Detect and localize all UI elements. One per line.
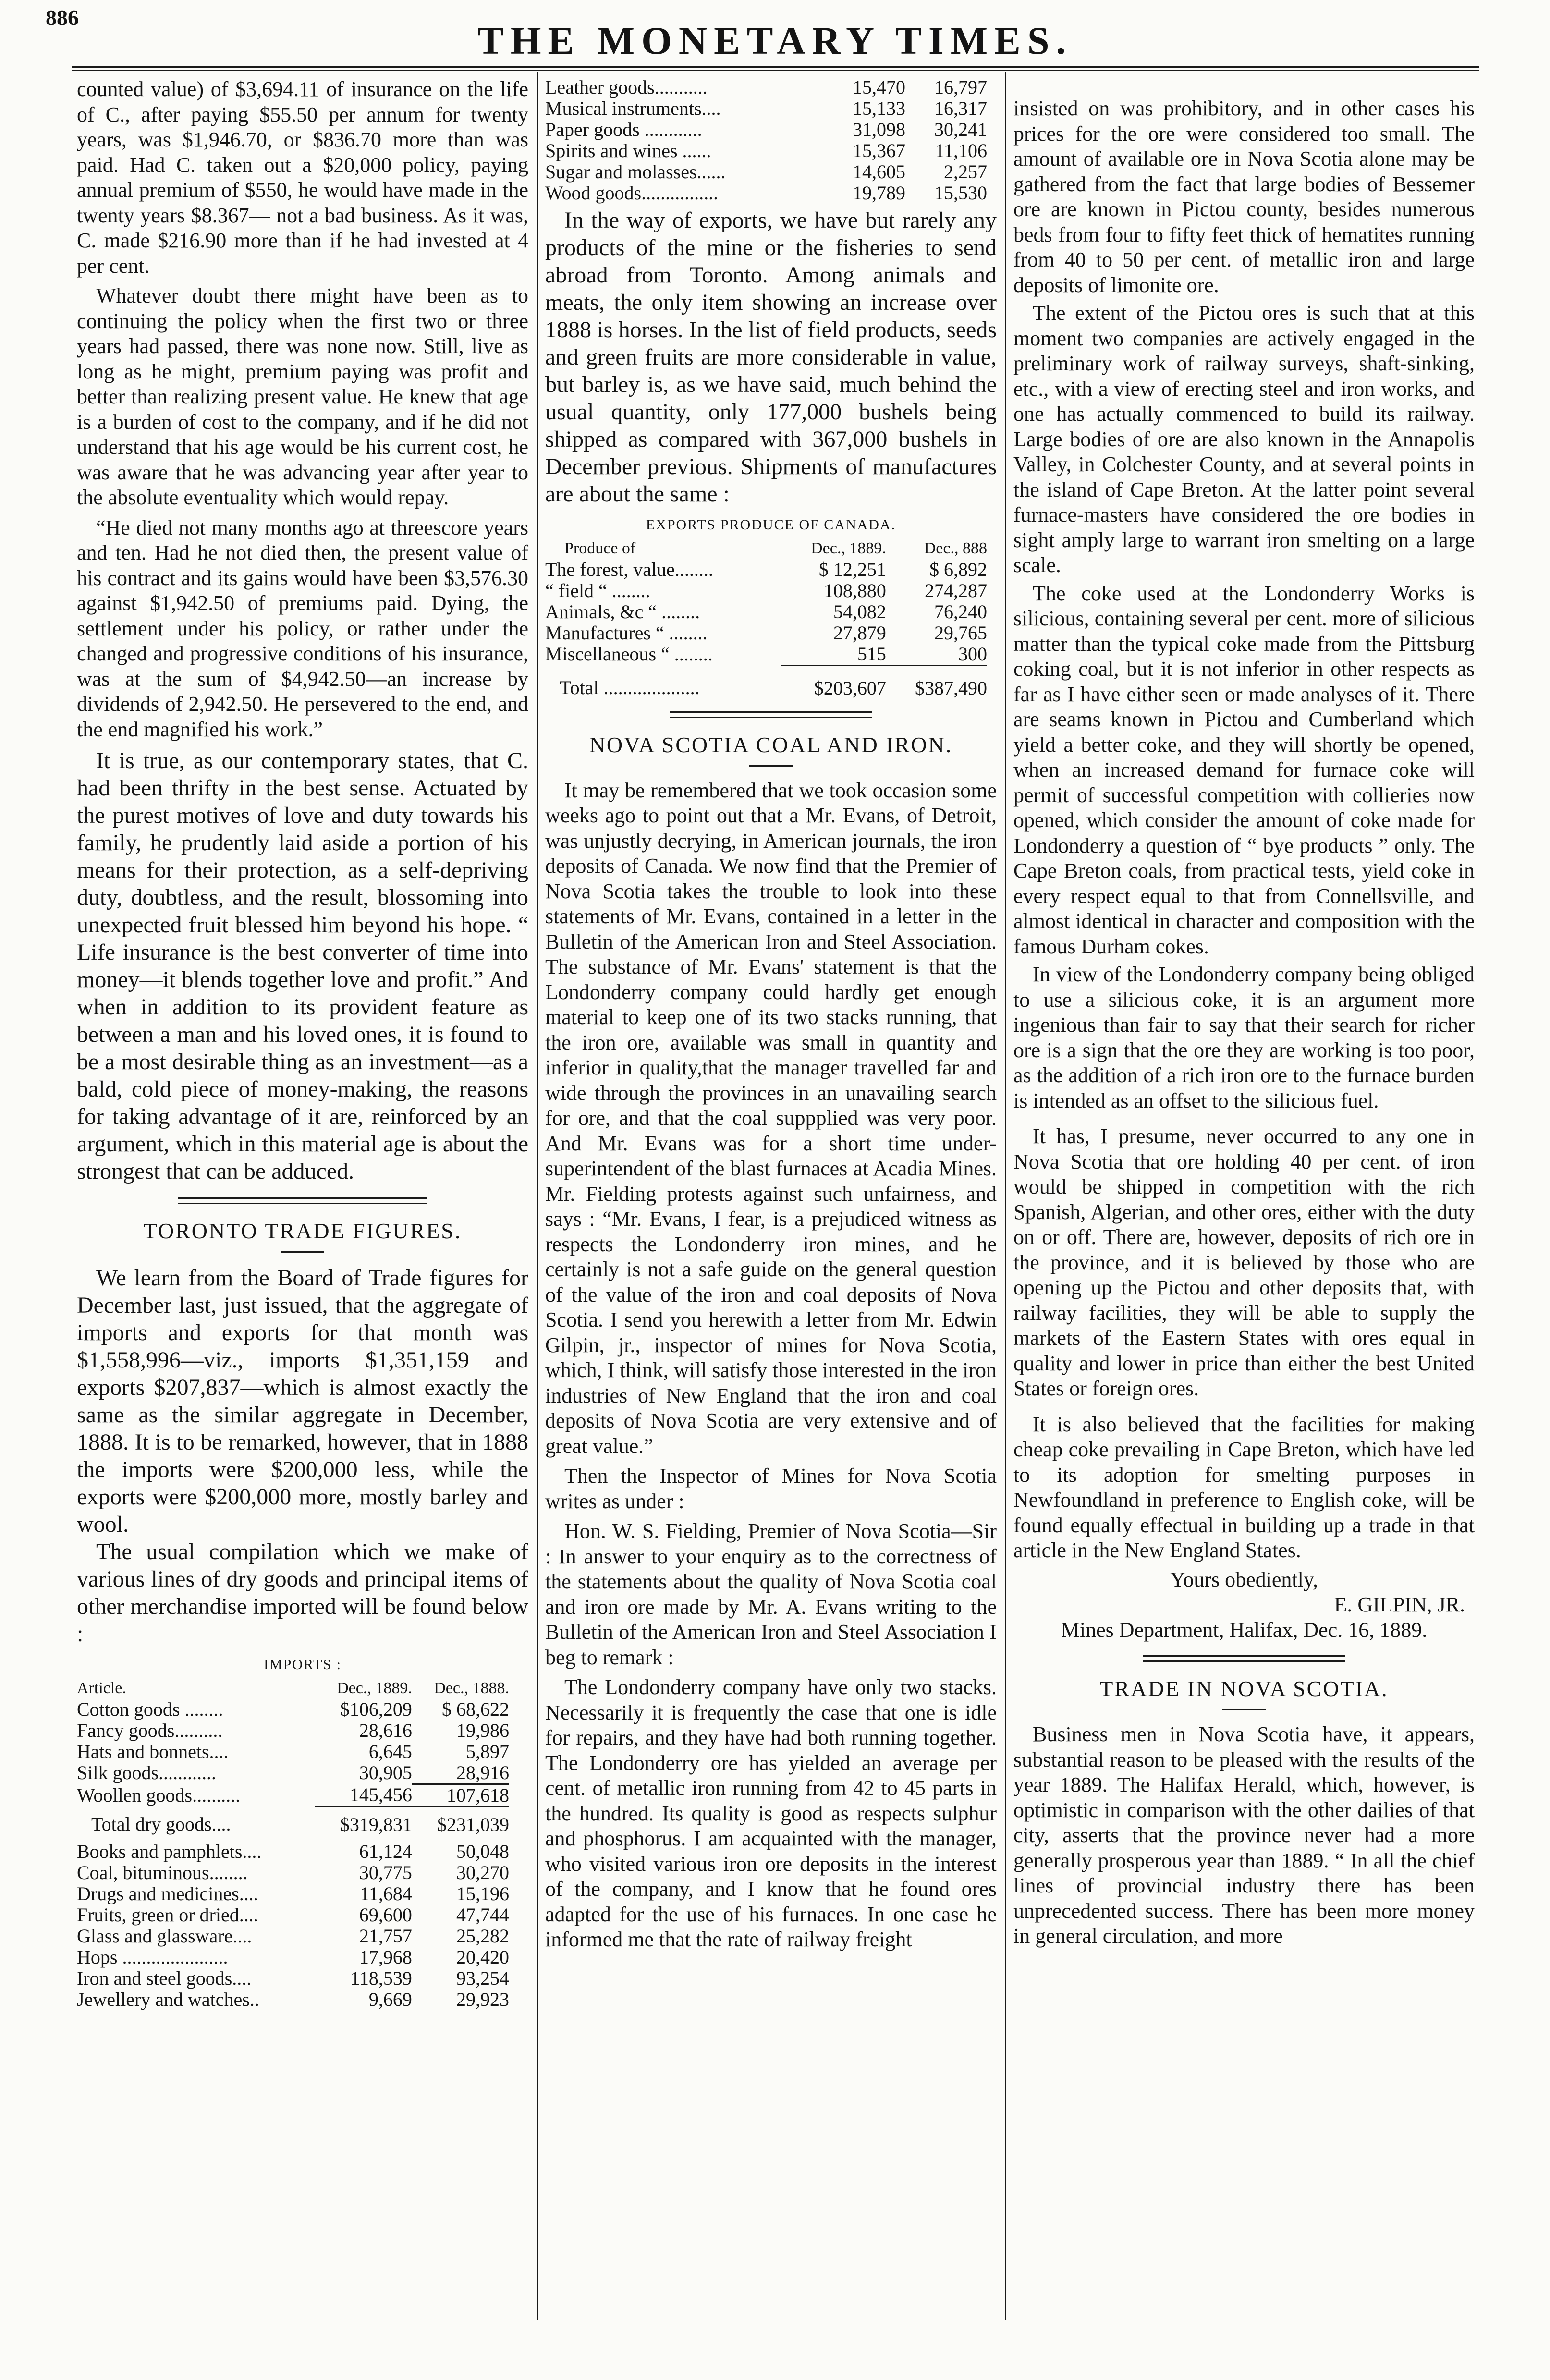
page-header <box>0 0 1550 82</box>
cell-value: 14,605 <box>853 161 906 183</box>
cell-item: Woollen goods.......... <box>77 1784 241 1806</box>
cell-value: 11,684 <box>360 1882 412 1904</box>
cell-value: 25,282 <box>456 1925 509 1947</box>
letter-dateline: Mines Department, Halifax, Dec. 16, 1889. <box>1061 1618 1428 1642</box>
cell-value: 30,241 <box>934 119 987 140</box>
paragraph: It is also believed that the facilities for making cheap coke prevailing in Cape Breton, which have led to its adoption for smelting purposes in Newfoundland in preference to English coke, will be found equally effectual in building up a trade in that article in the New England States. <box>1013 1412 1475 1562</box>
table-row <box>545 559 987 580</box>
cell-item: Leather goods........... <box>545 76 708 98</box>
table-row <box>77 1968 509 1989</box>
cell-value: 69,600 <box>359 1904 412 1926</box>
exports-table <box>545 538 987 699</box>
header-rule-thin <box>72 70 1479 71</box>
cell-item: “ field “ ........ <box>545 579 650 601</box>
cell-value: 30,775 <box>359 1861 412 1883</box>
column-header: Dec., 888 <box>924 539 987 557</box>
table-row <box>545 644 987 666</box>
table-row <box>77 1784 509 1806</box>
cell-value: 5,897 <box>466 1740 509 1762</box>
paragraph: We learn from the Board of Trade figures for December last, just issued, that the aggregate of imports and exports for that month was $1,558,996—viz., imports $1,351,159 and exports $207,837—which is almost exactly the same as the similar aggregate in December, 1888. It is to be remarked, however, that in 1888 the imports were $200,000 less, while the exports were $200,000 more, mostly barley and wool. <box>77 1265 528 1537</box>
cell-value: 108,880 <box>823 579 886 601</box>
cell-item: Glass and glassware.... <box>77 1925 252 1947</box>
cell-item: Drugs and medicines.... <box>77 1882 258 1904</box>
cell-value: 61,124 <box>359 1840 412 1862</box>
cell-value: 9,669 <box>368 1988 412 2010</box>
cell-item: Hops ...................... <box>77 1946 228 1968</box>
cell-item: Books and pamphlets.... <box>77 1840 262 1862</box>
masthead: THE MONETARY TIMES. <box>477 19 1073 62</box>
section-divider <box>1143 1655 1345 1662</box>
cell-item: Hats and bonnets.... <box>77 1740 229 1762</box>
column-divider <box>1005 72 1006 2320</box>
cell-item: Wood goods................ <box>545 182 719 204</box>
paragraph: In the way of exports, we have but rarely any products of the mine or the fisheries to send abroad from Toronto. Among animals and meats, the only item showing an increase over 1888 is horses. In the list of field products, seeds and green fruits are more considerable in value, but barley is, as we have said, much behind the usual quantity, only 177,000 bushels being shipped as compared with 367,000 bushels in December previous. Shipments of manufactures are about the same : <box>545 207 997 507</box>
cell-value: 16,797 <box>934 76 987 98</box>
paragraph: Hon. W. S. Fielding, Premier of Nova Scotia—Sir : In answer to your enquiry as to the correctness of the statements about the quality of Nova Scotia coal and iron ore made by Mr. A. Evans writing to the Bulletin of the American Iron and Steel Association I beg to remark : <box>545 1519 997 1669</box>
cell-value: 11,106 <box>935 140 987 161</box>
imports-table <box>77 1678 509 2010</box>
table-row <box>77 1926 509 1947</box>
cell-value: 93,254 <box>456 1967 509 1989</box>
cell-value: 15,470 <box>853 76 906 98</box>
column-header: Dec., 1889. <box>811 539 886 557</box>
cell-value: $106,209 <box>340 1698 412 1720</box>
article-title: NOVA SCOTIA COAL AND IRON. <box>589 732 953 757</box>
paragraph: In view of the Londonderry company being obliged to use a silicious coke, it is an argument more ingenious than fair to say that their search for richer ore is a sign that the ore they are working is too poor, as the addition of a rich iron ore to the furnace burden is intended as an offset to the silicious fuel. <box>1013 963 1475 1112</box>
title-rule <box>1222 1709 1266 1710</box>
column-header: Dec., 1888. <box>434 1679 509 1697</box>
cell-value: 27,879 <box>833 622 886 644</box>
table-row <box>77 1720 509 1741</box>
cell-value: 274,287 <box>925 579 987 601</box>
cell-value: 19,986 <box>456 1719 509 1741</box>
cell-item: Animals, &c “ ........ <box>545 600 700 622</box>
table-row <box>77 1762 509 1784</box>
cell-value: 76,240 <box>934 600 987 622</box>
table-row <box>77 1862 509 1883</box>
cell-item: Manufactures “ ........ <box>545 622 708 644</box>
imports-table-continued <box>545 77 987 204</box>
table-row <box>545 140 987 161</box>
cell-item: Jewellery and watches.. <box>77 1988 259 2010</box>
table-row <box>77 1699 509 1720</box>
cell-item: Spirits and wines ...... <box>545 140 711 161</box>
cell-value: $ 68,622 <box>442 1698 509 1720</box>
letter-closing: Yours obediently, <box>1170 1567 1318 1591</box>
letter-signer: E. GILPIN, JR. <box>1334 1593 1465 1616</box>
paragraph: It is true, as our contemporary states, that C. had been thrifty in the best sense. Actuated by the purest motives of love and duty towards his family, he prudently laid aside a portion of his means for their protection, as a self-depriving duty, doubtless, and the result, blossoming into unexpected fruit blessed him beyond his hope. “ Life insurance is the best converter of time into money—it blends together love and profit.” And when in addition to its provident feature as between a man and his loved ones, it is found to be a most desirable thing as an investment—as a bald, cold piece of money-making, the reasons for taking advantage of it are, reinforced by an argument, which in this material age is about the strongest that can be adduced. <box>77 748 528 1184</box>
column-middle <box>545 77 997 1953</box>
cell-value: $ 12,251 <box>818 558 886 580</box>
cell-value: 15,367 <box>853 140 906 161</box>
table-row <box>545 161 987 183</box>
cell-value: 54,082 <box>833 600 886 622</box>
cell-value: 30,270 <box>456 1861 509 1883</box>
cell-value: $319,831 <box>315 1806 412 1835</box>
cell-value: 6,645 <box>368 1740 412 1762</box>
paragraph: Whatever doubt there might have been as to continuing the policy when the first two or three years had passed, there was none now. Still, live as long as he might, premium paying was profit and better than realizing present value. He knew that age is a burden of cost to the company, and if he did not understand that his age would be his current cost, he was aware that he was advancing year after year to the absolute eventuality which would repay. <box>77 284 528 509</box>
cell-value: $231,039 <box>412 1806 509 1835</box>
table-row <box>77 1883 509 1904</box>
table-row <box>545 622 987 644</box>
paragraph: Then the Inspector of Mines for Nova Scotia writes as under : <box>545 1464 997 1513</box>
title-rule <box>281 1251 324 1253</box>
paragraph: The usual compilation which we make of various lines of dry goods and principal items of other merchandise imported will be found below : <box>77 1539 528 1647</box>
cell-value: 28,916 <box>456 1761 509 1783</box>
table-row <box>545 98 987 119</box>
cell-item: Coal, bituminous........ <box>77 1861 248 1883</box>
table-header-row <box>545 538 987 559</box>
cell-value: 20,420 <box>456 1946 509 1968</box>
cell-item: Silk goods............ <box>77 1762 217 1784</box>
cell-item: Miscellaneous “ ........ <box>545 643 713 665</box>
cell-value: 515 <box>857 643 886 665</box>
paragraph: It has, I presume, never occurred to any one in Nova Scotia that ore holding 40 per cent. of iron would be shipped in competition with the rich Spanish, Algerian, and other ores, either with the duty on or off. There are, however, deposits of rich ore in the province, and it is believed by those who are opening up the Pictou and other deposits that, with railway facilities, they will be able to supply the markets of the Eastern States with ores equal in quality and lower in price than either the best United States or foreign ores. <box>1013 1124 1475 1400</box>
cell-value: $ 6,892 <box>929 558 987 580</box>
paragraph: counted value) of $3,694.11 of insurance on the life of C., after paying $55.50 per annum for twenty years, was $1,946.70, or $836.70 more than was paid. Had C. taken out a $20,000 policy, paying annual premium of $550, he would have made in the twenty years $8.367— not a bad business. As it was, C. made $216.90 more than if he had invested at 4 per cent. <box>77 77 528 278</box>
cell-item: Iron and steel goods.... <box>77 1967 252 1989</box>
article-title: TRADE IN NOVA SCOTIA. <box>1099 1676 1389 1701</box>
paragraph: It may be remembered that we took occasion some weeks ago to point out that a Mr. Evans, of Detroit, was unjustly decrying, in American journals, the iron deposits of Canada. We now find that the Premier of Nova Scotia takes the trouble to look into these statements of Mr. Evans, contained in a letter in the Bulletin of the American Iron and Steel Association. The substance of Mr. Evans' statement is that the Londonderry company could hardly get enough material to keep one of its two stacks running, that the iron ore, available was small in quantity and inferior in quality,that the manager travelled far and wide through the provinces in an unavailing search for ore, and that the coal suppplied was very poor. And Mr. Evans was for a short time under-superintendent of the blast furnaces at Acadia Mines. Mr. Fielding protests against such unfairness, and says : “Mr. Evans, I fear, is a prejudiced witness as respects the Londonderry iron mines, and he certainly is not a safe guide on the general question of the value of the iron and coal deposits of Nova Scotia. I send you herewith a letter from Mr. Edwin Gilpin, jr., inspector of mines for Nova Scotia, which, I think, will satisfy those interested in the iron industries of New England that the iron and coal deposits of Nova Scotia are very extensive and of great value.” <box>545 778 997 1458</box>
column-header: Dec., 1889. <box>337 1679 412 1697</box>
table-row <box>77 1904 509 1926</box>
cell-value: $387,490 <box>886 665 987 699</box>
cell-value: 47,744 <box>456 1904 509 1926</box>
section-divider <box>670 711 872 718</box>
cell-value: 21,757 <box>359 1925 412 1947</box>
cell-item: Total dry goods.... <box>91 1813 231 1835</box>
cell-value: 15,196 <box>456 1882 509 1904</box>
cell-value: 118,539 <box>350 1967 412 1989</box>
paragraph: insisted on was prohibitory, and in other cases his prices for the ore were considered too small. The amount of available ore in Nova Scotia alone may be gathered from the fact that large bodies of Bessemer ore are known in Pictou county, besides numerous beds from four to fifty feet thick of hematites running from 40 to 50 per cent. of metallic iron and large deposits of limonite ore. <box>1013 97 1475 297</box>
cell-item: Paper goods ............ <box>545 119 702 140</box>
cell-value: 300 <box>958 643 987 665</box>
paragraph: The extent of the Pictou ores is such that at this moment two companies are actively engaged in the preliminary work of railway surveys, shaft-sinking, etc., with a view of erecting steel and iron works, and one has actually commenced to build its railway. Large bodies of ore are also known in the Annapolis Valley, in Colchester County, and at several points in the island of Cape Breton. At the latter point several furnace-masters have considered the ore bodies in sight amply large to warrant iron smelting on a large scale. <box>1013 301 1475 577</box>
cell-item: Total .................... <box>560 676 700 698</box>
table-row <box>545 183 987 204</box>
cell-item: The forest, value........ <box>545 558 713 580</box>
cell-value: 29,765 <box>934 622 987 644</box>
header-rule <box>72 66 1479 68</box>
cell-item: Musical instruments.... <box>545 98 721 119</box>
table-row <box>545 580 987 601</box>
table-row <box>77 1741 509 1762</box>
column-left <box>77 77 528 2010</box>
cell-item: Fruits, green or dried.... <box>77 1904 258 1926</box>
cell-item: Sugar and molasses...... <box>545 161 726 183</box>
cell-value: 50,048 <box>456 1840 509 1862</box>
table-row <box>545 601 987 622</box>
cell-item: Cotton goods ........ <box>77 1698 223 1720</box>
cell-value: $203,607 <box>781 665 886 699</box>
cell-value: 19,789 <box>853 182 906 204</box>
table-row <box>77 1947 509 1968</box>
cell-value: 145,456 <box>349 1783 412 1806</box>
table-header-row <box>77 1678 509 1699</box>
cell-value: 15,530 <box>934 182 987 204</box>
column-header: Article. <box>77 1679 126 1697</box>
cell-value: 2,257 <box>944 161 987 183</box>
title-rule <box>749 765 793 767</box>
paragraph: “He died not many months ago at threescore years and ten. Had he not died then, the present value of his contract and its gains would have been $3,576.30 against $1,942.50 of premiums paid. Dying, the settlement under his policy, or rather under the changed and progressive conditions of his insurance, was at the sum of $4,942.50—an increase by dividends of 2,942.50. He persevered to the end, and the end magnified his work.” <box>77 515 528 741</box>
cell-value: 15,133 <box>853 98 906 119</box>
cell-value: 28,616 <box>359 1719 412 1741</box>
column-divider <box>537 72 538 2320</box>
table-row <box>545 119 987 140</box>
table-caption: EXPORTS PRODUCE OF CANADA. <box>646 517 896 533</box>
column-header: Produce of <box>564 539 636 557</box>
cell-item: Fancy goods.......... <box>77 1719 223 1741</box>
table-row <box>77 1989 509 2010</box>
page-number: 886 <box>46 5 79 30</box>
table-row <box>77 1835 509 1862</box>
table-total-row <box>545 665 987 699</box>
cell-value: 29,923 <box>456 1988 509 2010</box>
cell-value: 31,098 <box>853 119 906 140</box>
cell-value: 30,905 <box>359 1762 412 1784</box>
article-title: TORONTO TRADE FIGURES. <box>143 1219 462 1243</box>
column-right <box>1013 96 1475 1949</box>
section-divider <box>178 1197 427 1204</box>
cell-value: 16,317 <box>934 98 987 119</box>
paragraph: The coke used at the Londonderry Works is silicious, containing several per cent. more of silicious matter than the typical coke made from the Pittsburg coking coal, but it is not inferior in other respects as far as I have either seen or made analyses of it. There are seams known in Pictou and Cumberland which yield a better coke, and they will shortly be opened, when an increased demand for furnace coke will permit of successful competition with collieries now opened, which consider the amount of coke made for Londonderry a question of “ bye products ” only. The Cape Breton coals, from practical tests, yield coke in every respect equal to that from Connellsville, and almost identical in character and composition with the famous Durham cokes. <box>1013 581 1475 958</box>
table-row <box>545 77 987 98</box>
paragraph: The Londonderry company have only two stacks. Necessarily it is frequently the case that one is idle for repairs, and they have had both running together. The Londonderry ore has yielded an average per cent. of metallic iron running from 42 to 45 parts in the hundred. Its quality is good as respects sulphur and phosphorus. I am acquainted with the manager, who visited various iron ore deposits in the interest of the company, and I know that he found ores adapted for the use of his furnaces. In one case he informed me that the rate of railway freight <box>545 1675 997 1951</box>
cell-value: 17,968 <box>359 1946 412 1968</box>
table-total-row <box>77 1806 509 1835</box>
paragraph: Business men in Nova Scotia have, it appears, substantial reason to be pleased with the results of the year 1889. The Halifax Herald, which, however, is optimistic in comparison with the other dailies of that city, asserts that the province never had a more generally prosperous year than 1889. “ In all the chief lines of provincial industry there has been unprecedented success. There has been more money in general circulation, and more <box>1013 1722 1475 1948</box>
table-caption: IMPORTS : <box>263 1657 342 1672</box>
cell-value: 107,618 <box>412 1784 509 1806</box>
